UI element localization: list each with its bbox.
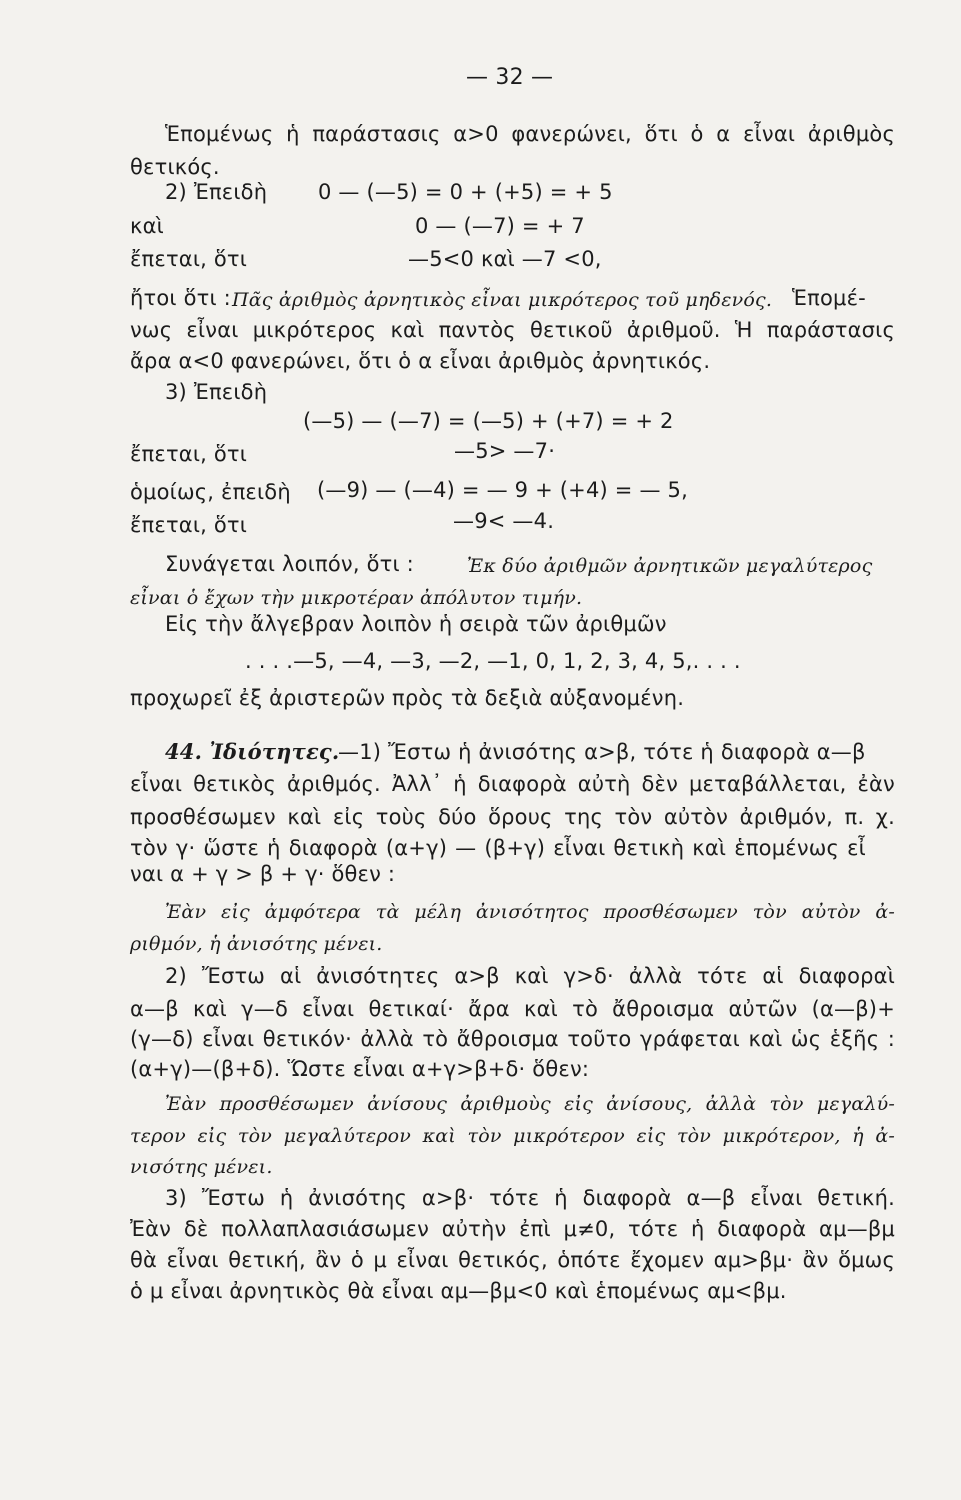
text-line: ὁμοίως, ἐπειδὴ [130, 480, 291, 504]
equation: —9< —4. [453, 509, 555, 533]
italic-statement: τερον εἰς τὸν μεγαλύτερον καὶ τὸν μικρότερον εἰς τὸν μικρότερον, ἡ ἀ- [130, 1125, 895, 1147]
section-heading: 44. Ἰδιότητες. [165, 739, 340, 764]
text-line: τὸν γ· ὥστε ἡ διαφορὰ (α+γ) — (β+γ) εἶναι θετικὴ καὶ ἑπομένως εἶ [130, 836, 866, 860]
text-line: θὰ εἶναι θετική, ἂν ὁ μ εἶναι θετικός, ὁπότε ἔχομεν αμ>βμ· ἂν ὅμως [130, 1248, 895, 1272]
text-line: ἔπεται, ὅτι [130, 442, 248, 466]
text-line: προχωρεῖ ἐξ ἀριστερῶν πρὸς τὰ δεξιὰ αὐξανομένη. [130, 686, 685, 710]
text-line: Ἑπομένως ἡ παράστασις α>0 φανερώνει, ὅτι ὁ α εἶναι ἀριθμὸς [165, 122, 895, 146]
italic-statement: νισότης μένει. [130, 1156, 273, 1178]
text-line: καὶ [130, 214, 164, 238]
text-line: νως εἶναι μικρότερος καὶ παντὸς θετικοῦ ἀριθμοῦ. Ἡ παράστασις [130, 318, 895, 342]
text-line: 2) Ἐπειδὴ [165, 180, 268, 204]
text-line: (γ—δ) εἶναι θετικόν· ἀλλὰ τὸ ἄθροισμα τοῦτο γράφεται καὶ ὡς ἑξῆς : [130, 1027, 895, 1051]
text-line: προσθέσωμεν καὶ εἰς τοὺς δύο ὅρους της τὸν αὐτὸν ἀριθμόν, π. χ. [130, 805, 895, 829]
text-line: Ἐὰν δὲ πολλαπλασιάσωμεν αὐτὴν ἐπὶ μ≠0, τότε ἡ διαφορὰ αμ—βμ [130, 1217, 895, 1241]
italic-statement: Πᾶς ἀριθμὸς ἀρνητικὸς εἶναι μικρότερος τοῦ μηδενός. [232, 289, 773, 311]
equation: 0 — (—5) = 0 + (+5) = + 5 [318, 180, 613, 204]
italic-statement: Ἐὰν προσθέσωμεν ἀνίσους ἀριθμοὺς εἰς ἀνίσους, ἀλλὰ τὸν μεγαλύ- [165, 1093, 895, 1115]
page-number: — 32 — [466, 65, 554, 90]
italic-statement: ριθμόν, ἡ ἀνισότης μένει. [130, 933, 383, 955]
text-line: ἔπεται, ὅτι [130, 247, 248, 271]
text-line: Συνάγεται λοιπόν, ὅτι : [165, 552, 414, 576]
text-line: Ἑπομέ- [792, 286, 866, 310]
equation: —5<0 καὶ —7 <0, [408, 247, 602, 271]
text-line: —1) Ἔστω ἡ ἀνισότης α>β, τότε ἡ διαφορὰ α—β [338, 740, 866, 764]
italic-statement: εἶναι ὁ ἔχων τὴν μικροτέραν ἀπόλυτον τιμήν. [130, 587, 583, 609]
text-line: 3) Ἔστω ἡ ἀνισότης α>β· τότε ἡ διαφορὰ α—β εἶναι θετική. [165, 1186, 895, 1210]
text-line: εἶναι θετικὸς ἀριθμός. Ἀλλ᾿ ἡ διαφορὰ αὐτὴ δὲν μεταβάλλεται, ἐὰν [130, 772, 895, 796]
italic-statement: Ἐὰν εἰς ἀμφότερα τὰ μέλη ἀνισότητος προσθέσωμεν τὸν αὐτὸν ἀ- [165, 901, 895, 923]
equation: 0 — (—7) = + 7 [415, 214, 585, 238]
equation: —5> —7· [454, 439, 556, 463]
text-line: ἤτοι ὅτι : [130, 286, 231, 310]
number-sequence: . . . .—5, —4, —3, —2, —1, 0, 1, 2, 3, 4, 5,. . . . [245, 649, 741, 673]
text-line: 3) Ἐπειδὴ [165, 380, 268, 404]
text-line: 2) Ἔστω αἱ ἀνισότητες α>β καὶ γ>δ· ἀλλὰ τότε αἱ διαφοραὶ [165, 964, 895, 988]
text-line: ναι α + γ > β + γ· ὅθεν : [130, 862, 396, 886]
text-line: θετικός. [130, 155, 220, 179]
text-line: Εἰς τὴν ἄλγεβραν λοιπὸν ἡ σειρὰ τῶν ἀριθμῶν [165, 612, 667, 636]
equation: (—9) — (—4) = — 9 + (+4) = — 5, [317, 478, 688, 502]
text-line: α—β καὶ γ—δ εἶναι θετικαί· ἄρα καὶ τὸ ἄθροισμα αὐτῶν (α—β)+ [130, 997, 895, 1021]
text-line: ἔπεται, ὅτι [130, 513, 248, 537]
equation: (—5) — (—7) = (—5) + (+7) = + 2 [303, 409, 674, 433]
text-line: ὁ μ εἶναι ἀρνητικὸς θὰ εἶναι αμ—βμ<0 καὶ ἑπομένως αμ<βμ. [130, 1279, 787, 1303]
text-line: (α+γ)—(β+δ). Ὥστε εἶναι α+γ>β+δ· ὅθεν: [130, 1057, 590, 1081]
italic-statement: Ἐκ δύο ἀριθμῶν ἀρνητικῶν μεγαλύτερος [467, 555, 873, 577]
text-line: ἄρα α<0 φανερώνει, ὅτι ὁ α εἶναι ἀριθμὸς ἀρνητικός. [130, 349, 711, 373]
